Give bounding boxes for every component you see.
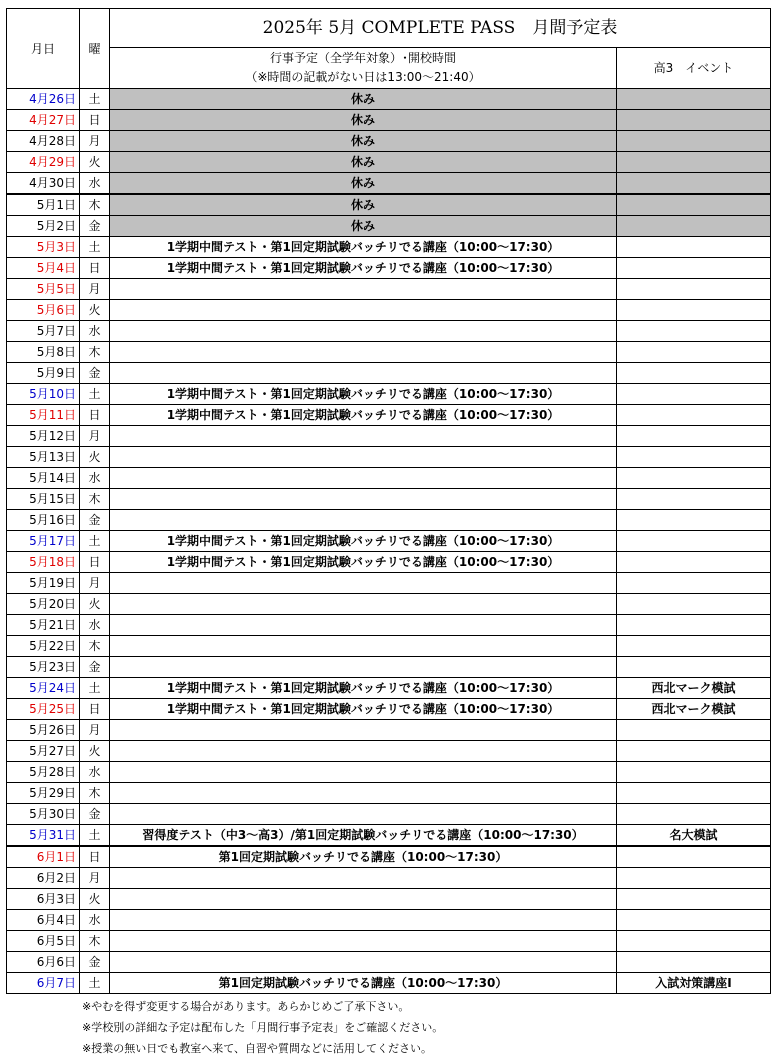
row-day: 火 <box>80 594 110 615</box>
row-event <box>617 468 771 489</box>
footnote-line: ※やむを得ず変更する場合があります。あらかじめご了承下さい。 <box>82 1000 410 1013</box>
row-date: 5月17日 <box>7 531 80 552</box>
row-day: 日 <box>80 552 110 573</box>
row-event <box>617 952 771 973</box>
schedule-row <box>7 173 771 195</box>
row-event <box>617 594 771 615</box>
row-day: 木 <box>80 489 110 510</box>
row-main-schedule <box>110 720 617 741</box>
row-main-schedule <box>110 657 617 678</box>
row-main-schedule: 1学期中間テスト・第1回定期試験バッチリでる講座（10:00～17:30） <box>110 678 617 699</box>
row-event <box>617 258 771 279</box>
row-main-schedule <box>110 804 617 825</box>
row-date: 5月29日 <box>7 783 80 804</box>
row-event <box>617 931 771 952</box>
row-date: 5月13日 <box>7 447 80 468</box>
row-main-schedule <box>110 489 617 510</box>
row-date: 4月30日 <box>7 173 80 195</box>
row-main-schedule: 休み <box>110 152 617 173</box>
row-event <box>617 804 771 825</box>
row-event <box>617 762 771 783</box>
schedule-row <box>7 573 771 594</box>
row-event <box>617 131 771 152</box>
row-main-schedule: 習得度テスト（中3～高3）/第1回定期試験バッチリでる講座（10:00～17:30） <box>110 825 617 847</box>
row-event <box>617 194 771 216</box>
schedule-row <box>7 237 771 258</box>
row-date: 5月7日 <box>7 321 80 342</box>
schedule-row <box>7 321 771 342</box>
footnote-line: ※学校別の詳細な予定は配布した「月間行事予定表」をご確認ください。 <box>82 1021 444 1034</box>
row-date: 5月21日 <box>7 615 80 636</box>
row-day: 水 <box>80 173 110 195</box>
row-date: 5月28日 <box>7 762 80 783</box>
row-day: 日 <box>80 405 110 426</box>
row-date: 5月6日 <box>7 300 80 321</box>
schedule-row <box>7 636 771 657</box>
row-main-schedule <box>110 363 617 384</box>
row-day: 木 <box>80 342 110 363</box>
row-main-schedule: 第1回定期試験バッチリでる講座（10:00～17:30） <box>110 846 617 868</box>
schedule-row <box>7 258 771 279</box>
row-event <box>617 910 771 931</box>
row-date: 5月26日 <box>7 720 80 741</box>
row-date: 4月29日 <box>7 152 80 173</box>
row-day: 土 <box>80 531 110 552</box>
row-main-schedule: 1学期中間テスト・第1回定期試験バッチリでる講座（10:00～17:30） <box>110 258 617 279</box>
row-day: 水 <box>80 468 110 489</box>
row-date: 5月20日 <box>7 594 80 615</box>
schedule-row <box>7 825 771 847</box>
row-day: 金 <box>80 952 110 973</box>
row-event <box>617 89 771 110</box>
row-main-schedule <box>110 762 617 783</box>
column-header-date: 月日 <box>7 9 80 89</box>
row-main-schedule: 休み <box>110 110 617 131</box>
row-event <box>617 426 771 447</box>
row-date: 5月5日 <box>7 279 80 300</box>
schedule-row <box>7 510 771 531</box>
row-day: 日 <box>80 846 110 868</box>
row-date: 5月10日 <box>7 384 80 405</box>
row-date: 4月28日 <box>7 131 80 152</box>
row-event: 入試対策講座Ⅰ <box>617 973 771 994</box>
row-date: 5月30日 <box>7 804 80 825</box>
row-main-schedule <box>110 868 617 889</box>
column-header-main-label: 行事予定（全学年対象）･開校時間 <box>269 51 456 65</box>
row-date: 5月12日 <box>7 426 80 447</box>
row-event <box>617 216 771 237</box>
row-day: 日 <box>80 110 110 131</box>
row-main-schedule: 1学期中間テスト・第1回定期試験バッチリでる講座（10:00～17:30） <box>110 405 617 426</box>
footnotes <box>6 996 770 1059</box>
row-main-schedule <box>110 321 617 342</box>
row-main-schedule: 1学期中間テスト・第1回定期試験バッチリでる講座（10:00～17:30） <box>110 552 617 573</box>
row-date: 5月23日 <box>7 657 80 678</box>
column-header-main-note: （※時間の記載がない日は13:00～21:40） <box>245 70 481 84</box>
row-date: 5月15日 <box>7 489 80 510</box>
row-date: 6月7日 <box>7 973 80 994</box>
row-event <box>617 615 771 636</box>
row-day: 金 <box>80 363 110 384</box>
row-event <box>617 720 771 741</box>
schedule-row <box>7 342 771 363</box>
row-main-schedule <box>110 426 617 447</box>
row-day: 土 <box>80 825 110 847</box>
row-day: 木 <box>80 931 110 952</box>
row-day: 土 <box>80 678 110 699</box>
row-event: 西北マーク模試 <box>617 699 771 720</box>
row-date: 5月25日 <box>7 699 80 720</box>
schedule-row <box>7 741 771 762</box>
row-day: 水 <box>80 910 110 931</box>
row-date: 5月18日 <box>7 552 80 573</box>
row-main-schedule: 休み <box>110 194 617 216</box>
row-day: 土 <box>80 89 110 110</box>
schedule-row <box>7 868 771 889</box>
column-header-event: 高3 イベント <box>617 48 771 89</box>
row-main-schedule <box>110 447 617 468</box>
row-day: 金 <box>80 657 110 678</box>
row-event <box>617 279 771 300</box>
schedule-row <box>7 615 771 636</box>
row-date: 5月3日 <box>7 237 80 258</box>
schedule-row <box>7 405 771 426</box>
row-main-schedule: 休み <box>110 89 617 110</box>
row-main-schedule <box>110 279 617 300</box>
row-day: 火 <box>80 152 110 173</box>
row-main-schedule <box>110 741 617 762</box>
row-date: 5月14日 <box>7 468 80 489</box>
row-date: 5月24日 <box>7 678 80 699</box>
row-main-schedule: 休み <box>110 131 617 152</box>
row-event <box>617 342 771 363</box>
row-main-schedule <box>110 783 617 804</box>
row-day: 月 <box>80 131 110 152</box>
row-main-schedule <box>110 510 617 531</box>
schedule-row <box>7 426 771 447</box>
schedule-row <box>7 973 771 994</box>
row-main-schedule: 休み <box>110 216 617 237</box>
row-main-schedule: 1学期中間テスト・第1回定期試験バッチリでる講座（10:00～17:30） <box>110 384 617 405</box>
row-day: 木 <box>80 194 110 216</box>
schedule-row <box>7 910 771 931</box>
row-main-schedule <box>110 300 617 321</box>
row-main-schedule <box>110 573 617 594</box>
row-main-schedule <box>110 468 617 489</box>
row-event <box>617 447 771 468</box>
schedule-row <box>7 216 771 237</box>
row-day: 月 <box>80 868 110 889</box>
schedule-row <box>7 952 771 973</box>
row-day: 木 <box>80 636 110 657</box>
schedule-row <box>7 846 771 868</box>
row-date: 5月19日 <box>7 573 80 594</box>
schedule-row <box>7 384 771 405</box>
row-main-schedule <box>110 636 617 657</box>
row-event <box>617 173 771 195</box>
row-day: 日 <box>80 258 110 279</box>
row-event <box>617 741 771 762</box>
row-date: 5月16日 <box>7 510 80 531</box>
schedule-row <box>7 531 771 552</box>
schedule-row <box>7 489 771 510</box>
row-event <box>617 363 771 384</box>
row-day: 金 <box>80 216 110 237</box>
row-event <box>617 110 771 131</box>
row-day: 土 <box>80 973 110 994</box>
row-date: 6月6日 <box>7 952 80 973</box>
row-event: 西北マーク模試 <box>617 678 771 699</box>
row-main-schedule <box>110 910 617 931</box>
schedule-row <box>7 363 771 384</box>
row-day: 月 <box>80 426 110 447</box>
row-date: 5月2日 <box>7 216 80 237</box>
row-event <box>617 636 771 657</box>
row-main-schedule <box>110 931 617 952</box>
schedule-row <box>7 131 771 152</box>
row-event <box>617 384 771 405</box>
row-date: 5月27日 <box>7 741 80 762</box>
row-date: 6月5日 <box>7 931 80 952</box>
row-day: 火 <box>80 741 110 762</box>
row-event <box>617 489 771 510</box>
row-date: 5月9日 <box>7 363 80 384</box>
row-day: 金 <box>80 510 110 531</box>
row-date: 6月3日 <box>7 889 80 910</box>
row-date: 4月26日 <box>7 89 80 110</box>
row-date: 6月2日 <box>7 868 80 889</box>
row-day: 木 <box>80 783 110 804</box>
row-day: 月 <box>80 720 110 741</box>
row-main-schedule: 1学期中間テスト・第1回定期試験バッチリでる講座（10:00～17:30） <box>110 237 617 258</box>
schedule-row <box>7 194 771 216</box>
page-title: 2025年 5月 COMPLETE PASS 月間予定表 <box>110 9 771 48</box>
row-event <box>617 152 771 173</box>
row-event: 名大模試 <box>617 825 771 847</box>
row-event <box>617 889 771 910</box>
row-event <box>617 868 771 889</box>
row-day: 土 <box>80 237 110 258</box>
schedule-row <box>7 110 771 131</box>
schedule-row <box>7 762 771 783</box>
row-date: 5月31日 <box>7 825 80 847</box>
row-main-schedule <box>110 615 617 636</box>
schedule-row <box>7 889 771 910</box>
row-day: 月 <box>80 573 110 594</box>
schedule-row <box>7 783 771 804</box>
row-day: 火 <box>80 447 110 468</box>
row-main-schedule <box>110 594 617 615</box>
row-event <box>617 237 771 258</box>
schedule-table <box>6 8 771 994</box>
column-header-main <box>110 48 617 89</box>
schedule-sheet <box>6 8 770 1059</box>
schedule-row <box>7 447 771 468</box>
row-day: 月 <box>80 279 110 300</box>
row-event <box>617 846 771 868</box>
row-main-schedule <box>110 342 617 363</box>
row-main-schedule: 1学期中間テスト・第1回定期試験バッチリでる講座（10:00～17:30） <box>110 531 617 552</box>
row-day: 日 <box>80 699 110 720</box>
row-event <box>617 783 771 804</box>
footnote-line: ※授業の無い日でも教室へ来て、自習や質問などに活用してください。 <box>82 1042 432 1055</box>
column-header-day: 曜 <box>80 9 110 89</box>
schedule-row <box>7 552 771 573</box>
schedule-row <box>7 931 771 952</box>
schedule-row <box>7 720 771 741</box>
row-date: 5月4日 <box>7 258 80 279</box>
row-event <box>617 531 771 552</box>
row-event <box>617 552 771 573</box>
schedule-row <box>7 678 771 699</box>
row-main-schedule <box>110 952 617 973</box>
schedule-row <box>7 152 771 173</box>
row-day: 水 <box>80 762 110 783</box>
row-day: 金 <box>80 804 110 825</box>
row-date: 6月1日 <box>7 846 80 868</box>
row-event <box>617 405 771 426</box>
row-day: 火 <box>80 300 110 321</box>
row-date: 5月22日 <box>7 636 80 657</box>
row-date: 5月1日 <box>7 194 80 216</box>
schedule-row <box>7 300 771 321</box>
row-day: 土 <box>80 384 110 405</box>
row-main-schedule: 1学期中間テスト・第1回定期試験バッチリでる講座（10:00～17:30） <box>110 699 617 720</box>
row-main-schedule: 第1回定期試験バッチリでる講座（10:00～17:30） <box>110 973 617 994</box>
schedule-row <box>7 699 771 720</box>
row-day: 水 <box>80 321 110 342</box>
row-event <box>617 573 771 594</box>
row-event <box>617 300 771 321</box>
row-main-schedule: 休み <box>110 173 617 195</box>
row-day: 水 <box>80 615 110 636</box>
row-date: 5月11日 <box>7 405 80 426</box>
row-main-schedule <box>110 889 617 910</box>
row-event <box>617 657 771 678</box>
schedule-row <box>7 594 771 615</box>
schedule-row <box>7 657 771 678</box>
row-day: 火 <box>80 889 110 910</box>
row-event <box>617 510 771 531</box>
row-date: 4月27日 <box>7 110 80 131</box>
schedule-row <box>7 279 771 300</box>
row-date: 6月4日 <box>7 910 80 931</box>
row-date: 5月8日 <box>7 342 80 363</box>
schedule-row <box>7 804 771 825</box>
schedule-row <box>7 89 771 110</box>
row-event <box>617 321 771 342</box>
schedule-row <box>7 468 771 489</box>
